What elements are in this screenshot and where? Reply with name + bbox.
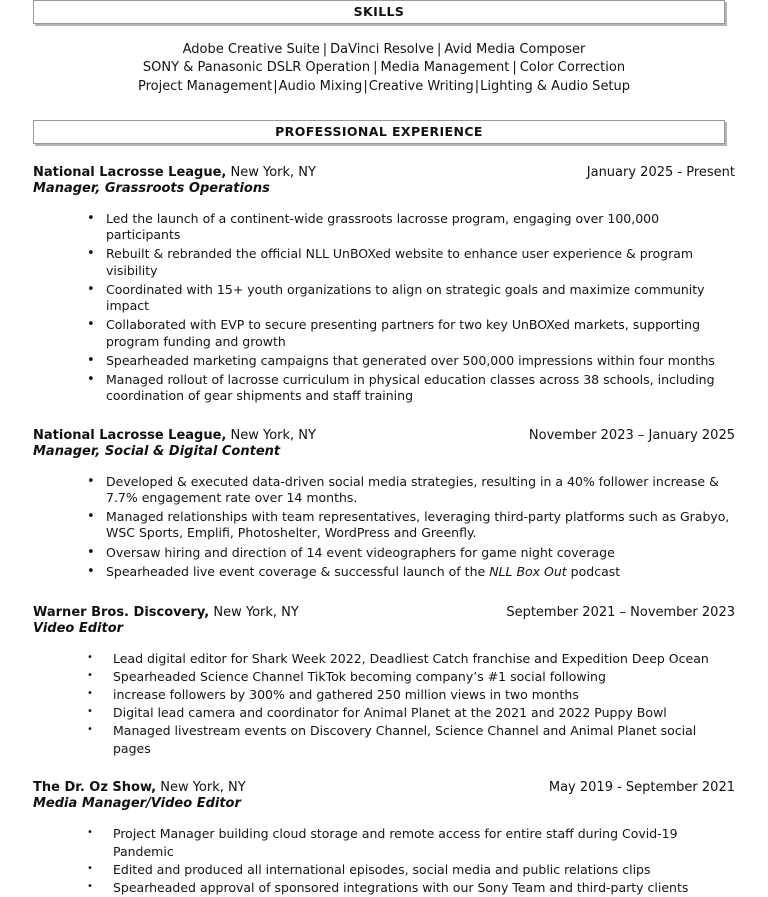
skill-separator: | — [436, 41, 442, 57]
bullet-item: • Coordinated with 15+ youth organizations to align on strategic goals and maximize community impact — [87, 282, 735, 315]
skill-item: Audio Mixing — [278, 78, 363, 94]
job-company — [33, 165, 316, 180]
skills-section-header: SKILLS — [33, 0, 725, 24]
job-dates: November 2023 – January 2025 — [528, 427, 735, 443]
job-entry — [33, 165, 735, 405]
bullet-item: • Managed livestream events on Discovery Channel, Science Channel and Animal Planet social pages — [87, 722, 735, 758]
company-location: New York, NY — [156, 780, 246, 796]
skill-separator: | — [474, 78, 480, 94]
job-title: Manager, Social & Digital Content — [33, 443, 281, 459]
bullet-item: • Managed rollout of lacrosse curriculum in physical education classes across 38 schools, including coordination of gear shipments and staff training — [87, 372, 735, 405]
bullet-item: • Oversaw hiring and direction of 14 event videographers for game night coverage — [87, 545, 735, 561]
bullet-item: • Project Manager building cloud storage and remote access for entire staff during Covid-19 Pandemic — [87, 825, 735, 861]
job-bullet-list — [33, 825, 735, 897]
bullet-item: • Lead digital editor for Shark Week 2022, Deadliest Catch franchise and Expedition Deep Ocean — [87, 650, 735, 668]
job-title: Media Manager/Video Editor — [33, 796, 241, 812]
skills-list — [33, 41, 735, 96]
skill-item: Project Management — [137, 78, 273, 94]
bullet-item: • Managed relationships with team representatives, leveraging third-party platforms such as Grabyo, WSC Sports, Emplifi, Photoshelter, WordPress and Greenfly. — [87, 509, 735, 542]
job-dates: May 2019 - September 2021 — [548, 780, 735, 796]
skill-item: Media Management — [380, 60, 510, 76]
skill-separator: | — [363, 78, 368, 94]
skill-item: Avid Media Composer — [444, 41, 586, 57]
skill-separator: | — [512, 60, 517, 76]
bullet-item: • Edited and produced all international episodes, social media and public relations clips — [87, 861, 735, 879]
job-header-line — [33, 165, 735, 180]
skill-item: Lighting & Audio Setup — [480, 78, 631, 94]
job-company — [33, 428, 316, 443]
experience-section-header: PROFESSIONAL EXPERIENCE — [33, 120, 725, 144]
bullet-item: • increase followers by 300% and gathered 250 million views in two months — [87, 686, 735, 704]
skill-separator: | — [273, 78, 278, 94]
skill-separator: | — [322, 41, 328, 57]
bullet-item: • Spearheaded Science Channel TikTok becoming company’s #1 social following — [87, 668, 735, 686]
bullet-item: • Developed & executed data-driven social media strategies, resulting in a 40% follower increase & 7.7% engagement rate over 14 months. — [87, 474, 735, 507]
skill-item: Color Correction — [519, 60, 626, 76]
skill-item: DaVinci Resolve — [330, 41, 434, 57]
podcast-title: NLL Box Out — [489, 563, 567, 579]
company-location: New York, NY — [226, 427, 316, 443]
bullet-text-after: podcast — [566, 563, 621, 579]
skill-separator: | — [373, 60, 378, 76]
skill-item: Creative Writing — [368, 78, 474, 94]
job-header-line — [33, 428, 735, 443]
job-header-line — [33, 605, 735, 620]
bullet-item: • Led the launch of a continent-wide grassroots lacrosse program, engaging over 100,000 participants — [87, 211, 735, 244]
job-dates: January 2025 - Present — [586, 164, 735, 180]
skill-item: Adobe Creative Suite — [182, 41, 320, 57]
company-name: Warner Bros. Discovery, — [33, 605, 210, 621]
job-company — [33, 780, 246, 795]
company-name: National Lacrosse League, — [33, 164, 227, 180]
job-bullet-list — [33, 211, 735, 405]
job-title: Video Editor — [33, 621, 124, 637]
bullet-item: • Spearheaded marketing campaigns that generated over 500,000 impressions within four months — [87, 353, 735, 369]
company-name: The Dr. Oz Show, — [33, 780, 157, 796]
company-location: New York, NY — [209, 605, 299, 621]
skills-line-1 — [33, 41, 735, 59]
skill-item: SONY & Panasonic DSLR Operation — [142, 60, 371, 76]
job-bullet-list — [33, 474, 735, 581]
bullet-item — [87, 564, 735, 580]
company-location: New York, NY — [226, 164, 316, 180]
job-entry — [33, 780, 735, 897]
job-entry — [33, 605, 735, 758]
job-entry — [33, 428, 735, 581]
job-dates: September 2021 – November 2023 — [506, 605, 735, 621]
bullet-item: • Spearheaded approval of sponsored integrations with our Sony Team and third-party clients — [87, 879, 735, 897]
bullet-text-before: Spearheaded live event coverage & successful launch of the — [106, 563, 490, 579]
job-title: Manager, Grassroots Operations — [33, 180, 270, 196]
bullet-item: • Rebuilt & rebranded the official NLL UnBOXed website to enhance user experience & program visibility — [87, 246, 735, 279]
job-bullet-list — [33, 650, 735, 758]
company-name: National Lacrosse League, — [33, 427, 227, 443]
job-company — [33, 605, 299, 620]
job-header-line — [33, 780, 735, 795]
skills-line-2 — [33, 59, 735, 77]
skills-line-3 — [33, 78, 735, 96]
bullet-item: • Collaborated with EVP to secure presenting partners for two key UnBOXed markets, supporting program funding and growth — [87, 317, 735, 350]
bullet-item: • Digital lead camera and coordinator for Animal Planet at the 2021 and 2022 Puppy Bowl — [87, 704, 735, 722]
